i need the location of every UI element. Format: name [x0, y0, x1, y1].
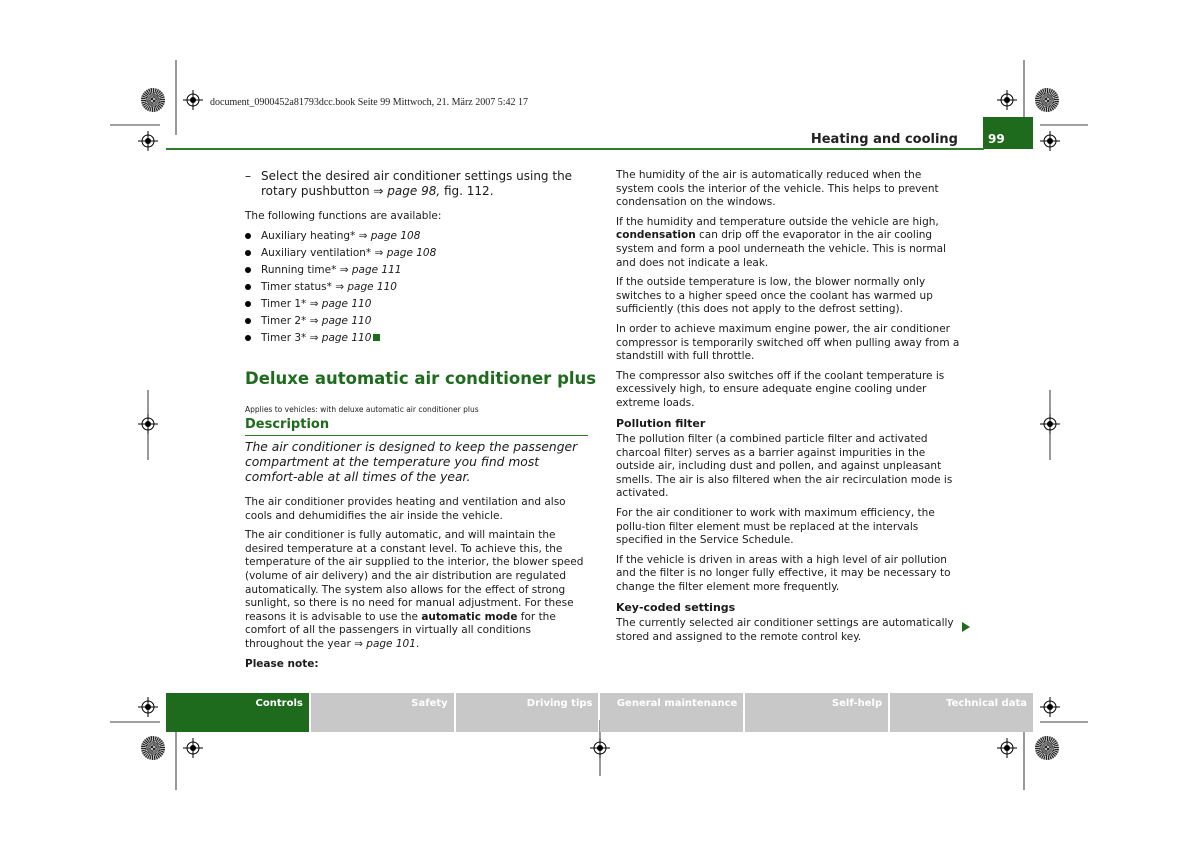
subsection-heading: Description	[245, 417, 588, 436]
chapter-tab-bar	[166, 693, 1033, 732]
registration-mark-icon	[590, 738, 610, 758]
bullet-icon	[245, 301, 251, 307]
step-arrow: ⇒	[373, 184, 384, 198]
list-item	[245, 264, 436, 281]
please-note	[245, 658, 590, 672]
paragraph: For the air conditioner to work with maximum efficiency, the pollu-tion filter element must be replaced at the intervals specified in the Service Schedule.	[616, 507, 935, 547]
bullet-icon	[245, 250, 251, 256]
right-column	[616, 169, 961, 650]
section-heading: Deluxe automatic air conditioner plus	[245, 369, 597, 388]
list-item	[245, 281, 436, 298]
key-coded-heading: Key-coded settings	[616, 600, 736, 614]
item-label: Timer 2*	[261, 315, 307, 327]
ref-arrow: ⇒	[309, 298, 319, 310]
step-suffix: fig. 112.	[440, 184, 494, 198]
please-note-label: Please note:	[245, 657, 319, 670]
paragraph: If the outside temperature is low, the blower normally only switches to a higher speed once the coolant has warmed up sufficiently (this does not apply to the defrost setting).	[616, 276, 933, 316]
list-item	[245, 298, 436, 315]
tab-driving-tips[interactable]: Driving tips	[456, 693, 599, 732]
page-link[interactable]: page 108	[370, 230, 421, 242]
tab-technical-data[interactable]: Technical data	[890, 693, 1033, 732]
bold-term: condensation	[616, 229, 696, 242]
page-number: 99	[988, 132, 1005, 146]
ref-arrow: ⇒	[354, 637, 363, 650]
text-run: If the humidity and temperature outside the vehicle are high,	[616, 215, 939, 228]
continue-arrow-icon	[962, 622, 970, 632]
text-run: .	[415, 637, 420, 650]
color-rosette-icon	[1035, 88, 1059, 112]
paragraph: If the vehicle is driven in areas with a high level of air pollution and the filter is no longer fully effective, it may be necessary to change the filter element more frequently.	[616, 553, 951, 594]
text-run: for the comfort of all the passengers in virtually all conditions throughout the year	[245, 610, 556, 650]
tab-general-maintenance[interactable]: General maintenance	[600, 693, 743, 732]
page-link[interactable]: page 108	[386, 247, 437, 259]
tab-controls[interactable]: Controls	[166, 693, 309, 732]
running-title: Heating and cooling	[810, 132, 958, 147]
page-link[interactable]: page 110	[321, 315, 372, 327]
list-item	[245, 315, 436, 332]
paragraph: The currently selected air conditioner settings are automatically stored and assigned to the remote control key.	[616, 617, 954, 643]
available-intro: The following functions are available:	[245, 210, 442, 222]
print-header: document_0900452a81793dcc.book Seite 99 Mittwoch, 21. März 2007 5:42 17	[210, 97, 529, 108]
ref-arrow: ⇒	[339, 264, 349, 276]
color-rosette-icon	[1035, 736, 1059, 760]
registration-mark-icon	[1040, 131, 1060, 151]
item-label: Auxiliary heating*	[261, 230, 356, 242]
color-rosette-icon	[141, 88, 165, 112]
bullet-icon	[245, 318, 251, 324]
registration-mark-icon	[997, 738, 1017, 758]
list-item	[245, 247, 436, 264]
bullet-icon	[245, 284, 251, 290]
registration-mark-icon	[138, 697, 158, 717]
end-of-section-icon	[373, 334, 380, 341]
intro-text: The air conditioner is designed to keep the passenger compartment at the temperature you find most comfort-able at all times of the year.	[245, 440, 578, 485]
bullet-icon	[245, 335, 251, 341]
registration-mark-icon	[183, 90, 203, 110]
ref-arrow: ⇒	[335, 281, 345, 293]
registration-mark-icon	[1040, 414, 1060, 434]
list-item	[245, 332, 436, 349]
ref-arrow: ⇒	[309, 315, 319, 327]
item-label: Timer 3*	[261, 332, 307, 344]
ref-arrow: ⇒	[374, 247, 384, 259]
registration-mark-icon	[183, 738, 203, 758]
instruction-step	[245, 169, 590, 199]
page-link[interactable]: page 110	[321, 332, 372, 344]
ref-arrow: ⇒	[358, 230, 368, 242]
item-label: Timer status*	[261, 281, 332, 293]
registration-mark-icon	[138, 414, 158, 434]
page-link[interactable]: page 101	[366, 637, 416, 650]
tab-self-help[interactable]: Self-help	[745, 693, 888, 732]
step-link[interactable]: page 98,	[387, 184, 441, 198]
paragraph: The pollution filter (a combined particle filter and activated charcoal filter) serves as a barrier against impurities in the outside air, including dust and pollen, and against unpleasant smells. The air is also filtered when the air recirculation mode is activated.	[616, 433, 953, 500]
page-link[interactable]: page 110	[321, 298, 372, 310]
pollution-filter-heading: Pollution filter	[616, 416, 706, 430]
item-label: Auxiliary ventilation*	[261, 247, 372, 259]
item-label: Timer 1*	[261, 298, 307, 310]
ref-arrow: ⇒	[309, 332, 319, 344]
step-dash: –	[245, 169, 251, 183]
registration-mark-icon	[997, 90, 1017, 110]
paragraph: The compressor also switches off if the coolant temperature is excessively high, to ensure adequate engine cooling under extreme loads.	[616, 369, 945, 409]
function-list	[245, 230, 436, 349]
paragraph	[245, 529, 590, 651]
color-rosette-icon	[141, 736, 165, 760]
paragraph: The humidity of the air is automatically reduced when the system cools the interior of the vehicle. This helps to prevent condensation on the windows.	[616, 169, 939, 209]
header-rule	[166, 148, 984, 150]
text-run: The air conditioner is fully automatic, and will maintain the desired temperature at a constant level. To achieve this, the temperature of the air supplied to the interior, the blower speed (volume of air delivery) and the air distribution are regulated automatically. The system also allows for the effect of strong sunlight, so there is no need for manual adjustment. For these reasons it is advisable to use the	[245, 529, 584, 623]
item-label: Running time*	[261, 264, 337, 276]
paragraph: The air conditioner provides heating and ventilation and also cools and dehumidifies the air inside the vehicle.	[245, 496, 566, 522]
page-link[interactable]: page 110	[347, 281, 397, 293]
tab-safety[interactable]: Safety	[311, 693, 454, 732]
applies-note: Applies to vehicles: with deluxe automatic air conditioner plus	[245, 405, 479, 414]
description-body	[245, 496, 590, 677]
paragraph	[616, 216, 961, 270]
registration-mark-icon	[138, 131, 158, 151]
paragraph: In order to achieve maximum engine power, the air conditioner compressor is temporarily switched off when pulling away from a standstill with full throttle.	[616, 322, 960, 363]
list-item	[245, 230, 436, 247]
text-run: can drip off the evaporator in the air cooling system and form a pool underneath the vehicle. This is normal and does not indicate a leak.	[616, 229, 946, 269]
registration-mark-icon	[1040, 697, 1060, 717]
bullet-icon	[245, 233, 251, 239]
bullet-icon	[245, 267, 251, 273]
step-text	[245, 169, 590, 199]
bold-term: automatic mode	[421, 610, 518, 623]
page-link[interactable]: page 111	[351, 264, 402, 276]
step-main: Select the desired air conditioner settings using the rotary pushbutton	[261, 169, 573, 198]
